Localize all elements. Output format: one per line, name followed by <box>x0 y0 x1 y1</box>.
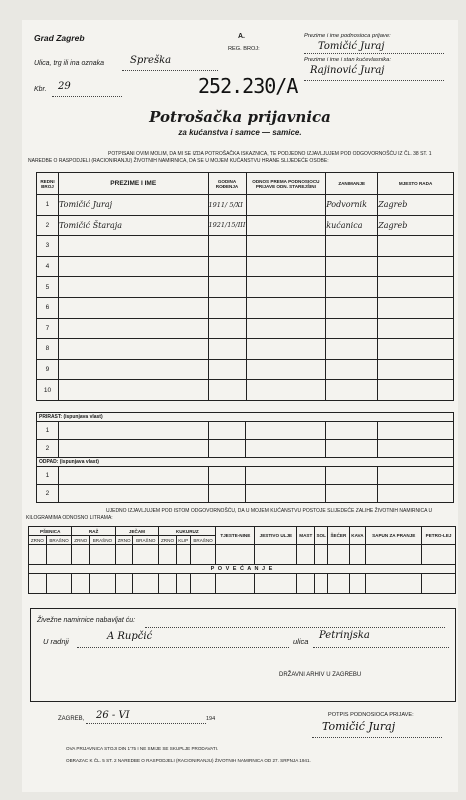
shop-street-value: Petrinjska <box>319 630 370 641</box>
member-name-cell: Tomičić Juraj <box>58 195 208 216</box>
stock-increase-cell <box>349 574 366 594</box>
year-suffix: 194 <box>206 716 216 722</box>
member-workplace-cell: Zagreb <box>378 215 454 236</box>
member-occupation-cell <box>326 236 378 257</box>
member-name-cell <box>58 339 208 360</box>
stock-value-cell <box>133 545 159 565</box>
stock-increase-cell <box>255 574 297 594</box>
stock-increase-cell <box>315 574 328 594</box>
stock-increase-cell <box>216 574 255 594</box>
stock-increase-cell <box>90 574 116 594</box>
member-workplace-cell: Zagreb <box>378 195 454 216</box>
stock-value-cell <box>29 545 47 565</box>
col-relation-header: ODNOS PREMA PODNOSIOCU PRIJAVE ODN. STAREJŠINI <box>246 173 326 195</box>
member-name-cell <box>58 359 208 380</box>
form-title: Potrošačka prijavnica <box>149 108 331 126</box>
col-occupation-header: ZANIMANJE <box>326 173 378 195</box>
place-label: ZAGREB, <box>58 716 85 722</box>
purchase-box <box>30 608 456 702</box>
owner-label: Prezime i ime i stan kućevlasnika: <box>304 57 391 63</box>
member-row <box>37 339 454 360</box>
member-no-cell: 8 <box>37 339 59 360</box>
stock-sub-header: BRAŠNO <box>133 536 159 545</box>
stock-item-header: JESTIVO ULJE <box>255 527 297 545</box>
member-year-cell: 1921/15/III <box>208 215 246 236</box>
member-row <box>37 318 454 339</box>
member-year-cell <box>208 380 246 401</box>
stock-item-header: MAST <box>297 527 315 545</box>
member-name-cell <box>58 318 208 339</box>
member-relation-cell <box>246 318 326 339</box>
shop-street-label: ulica <box>293 637 309 646</box>
footer-line-2: OBRAZAC K ČL. 5 ST. 2 NAREDBE O RASPODJELI (RACIONIRANJU) ŽIVOTNIH NAMIRNICA OD 27. SRPNJA 1941. <box>66 758 311 763</box>
stock-text: UJEDNO IZJAVLJUJEM POD ISTOM ODGOVORNOŠĆU, DA U MOJEM KUĆANSTVU POSTOJE SLIJEDEĆE ZALIHE ŽIVOTNIH NAMIRNICA U KILOGRAMIMA ODNOSNO LITRAMA: <box>26 508 433 521</box>
stock-sub-header: ZRNO <box>115 536 133 545</box>
stock-table <box>28 526 456 594</box>
stock-sub-header: BRAŠNO <box>46 536 72 545</box>
stock-increase-cell <box>190 574 216 594</box>
member-relation-cell <box>246 339 326 360</box>
member-occupation-cell <box>326 359 378 380</box>
col-name-header: PREZIME I IME <box>58 173 208 195</box>
member-year-cell <box>208 236 246 257</box>
member-no-cell: 5 <box>37 277 59 298</box>
member-name-cell <box>58 256 208 277</box>
member-workplace-cell <box>378 318 454 339</box>
footer-line-1: OVA PRIJAVNICA STOJI DIN 1'75 I NE SMIJE SE SKUPLJE PRODAVATI. <box>66 746 219 751</box>
member-relation-cell <box>246 236 326 257</box>
prirast-table <box>36 412 454 503</box>
member-year-cell <box>208 277 246 298</box>
member-relation-cell <box>246 359 326 380</box>
stock-group-header: JEČAM <box>115 527 158 536</box>
reg-label: REG. BROJ: <box>228 46 260 52</box>
member-no-cell: 3 <box>37 236 59 257</box>
col-year-header: GODINA ROĐENJA <box>208 173 246 195</box>
member-row <box>37 359 454 380</box>
stock-increase-cell <box>422 574 456 594</box>
shop-label: U radnji <box>43 637 69 646</box>
stock-value-cell <box>349 545 366 565</box>
form-subtitle: za kućanstva i samce — samice. <box>178 128 302 137</box>
member-no-cell: 7 <box>37 318 59 339</box>
stock-value-cell <box>72 545 90 565</box>
col-number-header: REDNI BROJ <box>37 173 59 195</box>
stock-sub-header: ZRNO <box>159 536 177 545</box>
stock-increase-cell <box>159 574 177 594</box>
stock-sub-header: ZRNO <box>29 536 47 545</box>
member-occupation-cell <box>326 380 378 401</box>
prirast-row-2: 2 <box>37 440 59 458</box>
stock-increase-cell <box>176 574 190 594</box>
member-row <box>37 195 454 216</box>
member-workplace-cell <box>378 359 454 380</box>
member-name-cell <box>58 277 208 298</box>
archive-stamp: DRŽAVNI ARHIV U ZAGREBU <box>279 672 362 678</box>
member-workplace-cell <box>378 297 454 318</box>
member-occupation-cell <box>326 339 378 360</box>
odpad-label: ODPAD: (ispunjava vlast) <box>37 458 454 467</box>
member-row <box>37 256 454 277</box>
stock-value-cell <box>90 545 116 565</box>
member-no-cell: 1 <box>37 195 59 216</box>
member-occupation-cell: kućanica <box>326 215 378 236</box>
member-row <box>37 297 454 318</box>
stock-value-cell <box>315 545 328 565</box>
stock-item-header: PETRO-LEJ <box>422 527 456 545</box>
member-year-cell <box>208 339 246 360</box>
applicant-value: Tomičić Juraj <box>318 41 385 52</box>
prirast-row-1: 1 <box>37 422 59 440</box>
prirast-label: PRIRAST: (ispunjava vlast) <box>37 413 454 422</box>
stock-increase-cell <box>115 574 133 594</box>
member-occupation-cell <box>326 256 378 277</box>
city-label: Grad Zagreb <box>34 33 85 43</box>
stock-value-cell <box>422 545 456 565</box>
member-row <box>37 215 454 236</box>
member-year-cell <box>208 256 246 277</box>
member-row <box>37 380 454 401</box>
stock-item-header: TJESTE-NINE <box>216 527 255 545</box>
member-name-cell <box>58 297 208 318</box>
stock-sub-header: BRAŠNO <box>90 536 116 545</box>
members-table <box>36 172 454 401</box>
sign-label: POTPIS PODNOSIOCA PRIJAVE: <box>328 712 414 718</box>
member-row <box>37 277 454 298</box>
stock-item-header: ŠEĆER <box>328 527 349 545</box>
member-name-cell: Tomičić Štaraja <box>58 215 208 236</box>
member-workplace-cell <box>378 256 454 277</box>
member-year-cell <box>208 359 246 380</box>
applicant-label: Prezime i ime podnosioca prijave: <box>304 33 391 39</box>
member-relation-cell <box>246 215 326 236</box>
stock-value-cell <box>176 545 190 565</box>
stock-sub-header: BRAŠNO <box>190 536 216 545</box>
house-value: 29 <box>58 81 71 92</box>
stock-item-header: KAVA <box>349 527 366 545</box>
owner-value: Rajinović Juraj <box>310 65 385 76</box>
member-no-cell: 6 <box>37 297 59 318</box>
stock-group-header: RAŽ <box>72 527 115 536</box>
stock-item-header: SOL <box>315 527 328 545</box>
stock-increase-cell <box>72 574 90 594</box>
stock-increase-cell <box>133 574 159 594</box>
member-workplace-cell <box>378 277 454 298</box>
odpad-row-2: 2 <box>37 485 59 503</box>
member-relation-cell <box>246 297 326 318</box>
member-no-cell: 2 <box>37 215 59 236</box>
member-relation-cell <box>246 256 326 277</box>
stock-increase-cell <box>328 574 349 594</box>
stock-value-cell <box>255 545 297 565</box>
reg-number: 252.230/A <box>198 74 298 98</box>
application-form <box>22 20 458 792</box>
member-occupation-cell <box>326 318 378 339</box>
member-no-cell: 4 <box>37 256 59 277</box>
shop-value: A Rupčić <box>107 631 153 642</box>
form-letter: A. <box>238 33 245 40</box>
odpad-row-1: 1 <box>37 467 59 485</box>
stock-increase-cell <box>366 574 422 594</box>
stock-value-cell <box>297 545 315 565</box>
member-workplace-cell <box>378 380 454 401</box>
member-occupation-cell <box>326 277 378 298</box>
col-workplace-header: MJESTO RADA <box>378 173 454 195</box>
member-year-cell: 1911/ 5/XI <box>208 195 246 216</box>
house-label: Kbr. <box>34 86 47 93</box>
stock-value-cell <box>366 545 422 565</box>
sign-value: Tomičić Juraj <box>322 720 396 733</box>
stock-increase-cell <box>29 574 47 594</box>
member-name-cell <box>58 236 208 257</box>
member-no-cell: 10 <box>37 380 59 401</box>
member-workplace-cell <box>378 339 454 360</box>
member-relation-cell <box>246 277 326 298</box>
member-relation-cell <box>246 380 326 401</box>
member-occupation-cell <box>326 297 378 318</box>
stock-item-header: SAPUN ZA PRANJE <box>366 527 422 545</box>
stock-value-cell <box>115 545 133 565</box>
stock-value-cell <box>328 545 349 565</box>
member-row <box>37 236 454 257</box>
member-no-cell: 9 <box>37 359 59 380</box>
member-name-cell <box>58 380 208 401</box>
stock-value-cell <box>159 545 177 565</box>
stock-group-header: PŠENICA <box>29 527 72 536</box>
purchase-label: Živežne namirnice nabavljat ću: <box>37 617 136 624</box>
member-occupation-cell: Podvornik <box>326 195 378 216</box>
street-value: Spreška <box>130 55 172 66</box>
member-relation-cell <box>246 195 326 216</box>
stock-group-header: KUKURUZ <box>159 527 216 536</box>
stock-value-cell <box>190 545 216 565</box>
date-value: 26 - VI <box>96 710 130 721</box>
stock-sub-header: KLIP <box>178 537 189 543</box>
stock-sub-header: ZRNO <box>72 536 90 545</box>
member-year-cell <box>208 297 246 318</box>
stock-increase-cell <box>46 574 72 594</box>
member-workplace-cell <box>378 236 454 257</box>
stock-increase-cell <box>297 574 315 594</box>
street-label: Ulica, trg ili ina oznaka <box>34 60 105 67</box>
increase-label: P O V E Ć A N J E <box>29 565 456 574</box>
intro-text: POTPISANI OVIM MOLIM, DA MI SE IZDA POTROŠAČKA ISKAZNICA, TE PODJEDNO IZJAVLJUJEM POD ODGOVORNOŠĆU IZ ČL. 38 ST. 1 NAREDBE O RASPODJELI (RACIONIRANJU) ŽIVOTNIH NAMIRNICA, DA SE U MOJEM KUĆANSTVU HRANE SLIJEDEĆE OSOBE: <box>28 151 432 164</box>
stock-value-cell <box>216 545 255 565</box>
stock-value-cell <box>46 545 72 565</box>
member-year-cell <box>208 318 246 339</box>
